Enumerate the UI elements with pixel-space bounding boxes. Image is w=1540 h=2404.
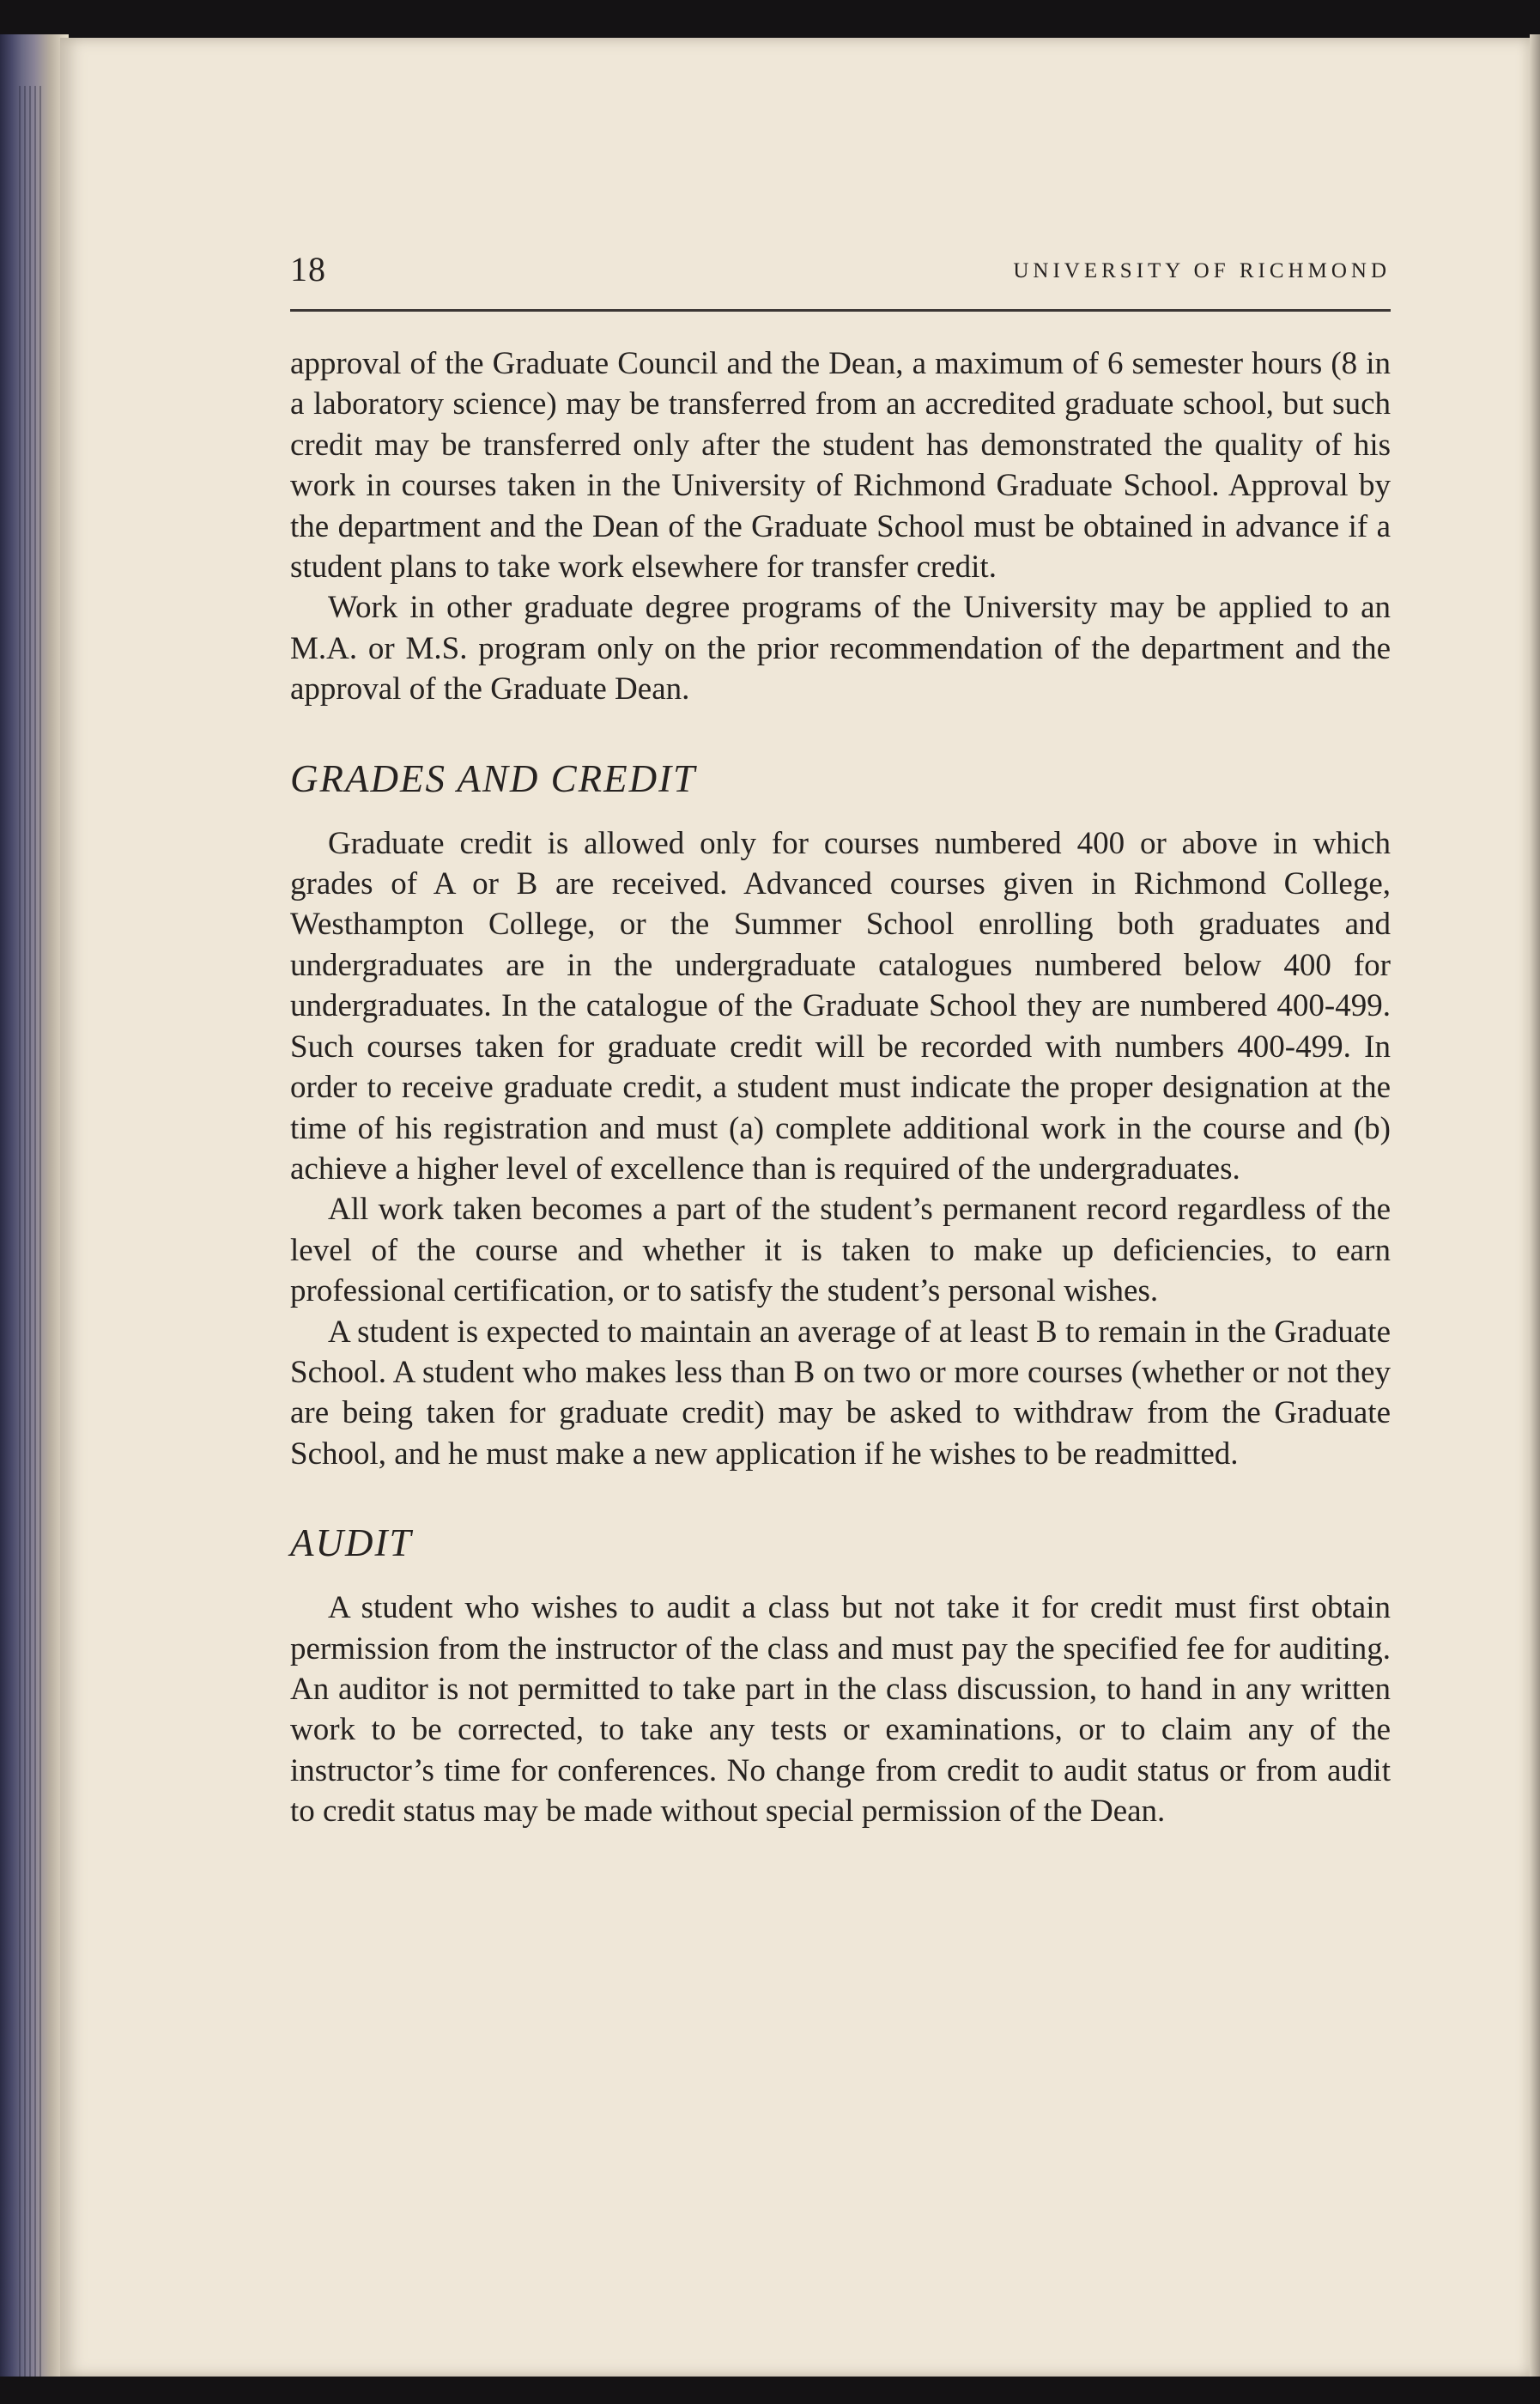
header-rule bbox=[290, 309, 1391, 312]
page-body bbox=[290, 343, 1391, 1832]
book-spine bbox=[0, 34, 69, 2387]
scan-bottom-edge bbox=[0, 2377, 1540, 2404]
running-header bbox=[290, 249, 1391, 300]
paragraph-transfer-credit: approval of the Graduate Council and the Dean, a maximum of 6 semester hours (8 in a laboratory science) may be transferred from an accredited graduate school, but such credit may be transferred only after the student has demonstrated the quality of his work in courses taken in the University of Richmond Graduate School. Approval by the department and the Dean of the Graduate School must be obtained in advance if a student plans to take work elsewhere for transfer credit. bbox=[290, 346, 1391, 586]
section-heading-grades: GRADES AND CREDIT bbox=[290, 756, 697, 800]
page-number: 18 bbox=[290, 250, 326, 288]
running-title: UNIVERSITY OF RICHMOND bbox=[1013, 259, 1391, 282]
paragraph-audit: A student who wishes to audit a class but not take it for credit must first obtain permission from the instructor of the class and must pay the specified fee for auditing. An auditor is not permitted to take part in the class discussion, to hand in any written work to be corrected, to take any tests or examinations, or to claim any of the instructor’s time for conferences. No change from credit to audit status or from audit to credit status may be made without special permission of the Dean. bbox=[290, 1590, 1391, 1830]
paragraph-graduate-credit: Graduate credit is allowed only for courses numbered 400 or above in which grades of A or B are received. Advanced courses given in Richmond College, Westhampton College, or the Summer School enrolling both graduates and undergraduates are in the undergraduate catalogues numbered below 400 for undergraduates. In the catalogue of the Graduate School they are numbered 400-499. Such courses taken for graduate credit will be recorded with numbers 400-499. In order to receive graduate credit, a student must indicate the proper designation at the time of his registration and must (a) complete additional work in the course and (b) achieve a higher level of excellence than is required of the undergraduates. bbox=[290, 825, 1391, 1187]
paragraph-other-programs: Work in other graduate degree programs of the University may be applied to an M.A. or M.S. program only on the prior recommendation of the department and the approval of the Graduate Dean. bbox=[290, 590, 1391, 707]
paragraph-average: A student is expected to maintain an average of at least B to remain in the Graduate School. A student who makes less than B on two or more courses (whether or not they are being taken for graduate credit) may be asked to withdraw from the Graduate School, and he must make a new application if he wishes to be readmitted. bbox=[290, 1314, 1391, 1472]
section-heading-audit: AUDIT bbox=[290, 1521, 413, 1565]
paragraph-permanent-record: All work taken becomes a part of the student’s permanent record regardless of the level of the course and whether it is taken to make up deficiencies, to earn professional certification, or to satisfy the student’s personal wishes. bbox=[290, 1192, 1391, 1309]
spine-texture bbox=[19, 86, 45, 2404]
scan-right-edge bbox=[1530, 34, 1540, 2387]
